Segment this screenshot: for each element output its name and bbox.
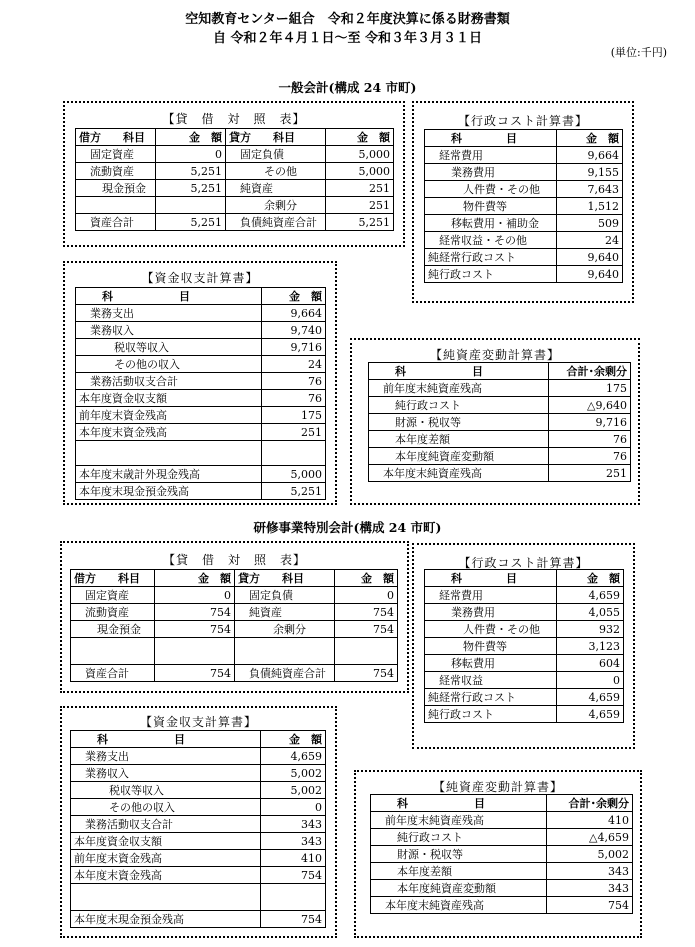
cell (155, 638, 235, 665)
cell: 本年度差額 (371, 863, 547, 880)
cell: 251 (262, 424, 326, 441)
cell: 流動資産 (76, 163, 156, 180)
table-row (425, 198, 623, 215)
cell: その他の収入 (71, 799, 261, 816)
cell: 9,640 (557, 249, 623, 266)
cell: 財源・税収等 (369, 414, 549, 431)
header-debit-item: 借方 科目 (76, 129, 156, 146)
cell: 本年度末歳計外現金残高 (76, 466, 262, 483)
cell: 0 (261, 799, 326, 816)
cell: 経常収益・その他 (425, 232, 557, 249)
cell: 固定資産 (71, 587, 155, 604)
cell: 343 (547, 863, 633, 880)
table-row (425, 604, 624, 621)
table-row (369, 448, 631, 465)
cell: 5,251 (156, 163, 226, 180)
table-row (71, 587, 398, 604)
table-row (425, 266, 623, 283)
net-assets-title: 【純資産変動計算書】 (429, 348, 560, 362)
cell: 754 (261, 867, 326, 884)
document-period: 自 令和２年４月１日～至 令和３年３月３１日 (212, 31, 483, 46)
table-row (76, 163, 394, 180)
table-row (71, 782, 326, 799)
cell: 932 (557, 621, 624, 638)
cell: 7,643 (557, 181, 623, 198)
cell: 経常費用 (425, 147, 557, 164)
cell: 754 (261, 911, 326, 928)
table-row (425, 672, 624, 689)
cell: 76 (262, 390, 326, 407)
cell: 移転費用 (425, 655, 557, 672)
table-row (425, 621, 624, 638)
balance-sheet-table (70, 569, 398, 682)
header-amount: 合計･余剰分 (547, 795, 633, 812)
cell: 410 (547, 812, 633, 829)
cell: 410 (261, 850, 326, 867)
table-row (371, 880, 633, 897)
cell: 754 (155, 621, 235, 638)
cell: 税収等収入 (71, 782, 261, 799)
table-row (71, 604, 398, 621)
cell: 本年度純資産変動額 (369, 448, 549, 465)
table-row (369, 380, 631, 397)
cell: 純行政コスト (371, 829, 547, 846)
cell: 9,740 (262, 322, 326, 339)
table-row (371, 863, 633, 880)
cost-statement-title: 【行政コスト計算書】 (457, 114, 588, 128)
cell: 業務支出 (76, 305, 262, 322)
cell: 余剰分 (235, 621, 335, 638)
table-row (371, 846, 633, 863)
balance-sheet-title: 【貸 借 対 照 表】 (162, 553, 306, 567)
table-row (371, 812, 633, 829)
cell: 本年度末現金預金残高 (76, 483, 262, 500)
table-row (71, 867, 326, 884)
cell: 343 (547, 880, 633, 897)
cell: 本年度末純資産残高 (371, 897, 547, 914)
cell: 5,251 (262, 483, 326, 500)
cell: 純行政コスト (369, 397, 549, 414)
cashflow-title: 【資金収支計算書】 (141, 271, 259, 285)
cell: 251 (549, 465, 631, 482)
cell: 前年度末純資産残高 (371, 812, 547, 829)
cell: 本年度末現金預金残高 (71, 911, 261, 928)
header-item: 科 目 (425, 130, 557, 147)
cell: 純経常行政コスト (425, 249, 557, 266)
cell: 5,000 (262, 466, 326, 483)
table-row (71, 850, 326, 867)
cell: 資産合計 (76, 214, 156, 231)
table-row (76, 197, 394, 214)
header-amount: 金 額 (557, 130, 623, 147)
table-row (76, 373, 326, 390)
cell: 経常費用 (425, 587, 557, 604)
table-row (76, 146, 394, 163)
table-row (76, 390, 326, 407)
cell: 0 (557, 672, 624, 689)
header-item: 科 目 (371, 795, 547, 812)
cell: 1,512 (557, 198, 623, 215)
cell: 前年度末資金残高 (76, 407, 262, 424)
cell: 76 (262, 373, 326, 390)
cell: 343 (261, 833, 326, 850)
cell: 本年度資金収支額 (71, 833, 261, 850)
cell: 現金預金 (71, 621, 155, 638)
balance-sheet-table (75, 128, 394, 231)
table-header (71, 570, 398, 587)
cell: 5,000 (326, 146, 394, 163)
cell: 4,055 (557, 604, 624, 621)
table-row (71, 765, 326, 782)
cell: 前年度末資金残高 (71, 850, 261, 867)
table-header (371, 795, 633, 812)
cell: 24 (557, 232, 623, 249)
table-row (369, 397, 631, 414)
cell: 本年度差額 (369, 431, 549, 448)
cell: 604 (557, 655, 624, 672)
balance-sheet-title: 【貸 借 対 照 表】 (162, 112, 306, 126)
cell: 4,659 (557, 706, 624, 723)
cell: 9,640 (557, 266, 623, 283)
cell: 5,251 (156, 180, 226, 197)
cell: 4,659 (557, 689, 624, 706)
table-row (425, 655, 624, 672)
cell (262, 441, 326, 466)
cell (71, 638, 155, 665)
header-amount: 金 額 (156, 129, 226, 146)
cell: その他 (226, 163, 326, 180)
table-header (425, 130, 623, 147)
table-row (71, 884, 326, 911)
cell: 9,664 (262, 305, 326, 322)
header-amount: 合計･余剰分 (549, 363, 631, 380)
cell: △4,659 (547, 829, 633, 846)
section-title-general: 一般会計(構成 24 市町) (278, 80, 417, 95)
header-item: 科 目 (369, 363, 549, 380)
unit-label: (単位:千円) (610, 46, 667, 59)
cell: 純行政コスト (425, 266, 557, 283)
cell: 9,716 (262, 339, 326, 356)
cell: 本年度末純資産残高 (369, 465, 549, 482)
table-header (71, 731, 326, 748)
table-row (425, 249, 623, 266)
table-row (76, 466, 326, 483)
table-row (371, 897, 633, 914)
table-row (425, 706, 624, 723)
cell: 現金預金 (76, 180, 156, 197)
table-row (425, 164, 623, 181)
header-credit-item: 貸方 科目 (235, 570, 335, 587)
cell: 0 (335, 587, 398, 604)
table-header (369, 363, 631, 380)
cell: 純資産 (226, 180, 326, 197)
table-row (76, 322, 326, 339)
cell: 76 (549, 448, 631, 465)
table-row (76, 305, 326, 322)
cell: 移転費用・補助金 (425, 215, 557, 232)
cell: 251 (326, 180, 394, 197)
cell: 固定負債 (226, 146, 326, 163)
cell: 経常収益 (425, 672, 557, 689)
cost-statement-table (424, 569, 624, 723)
cell: 負債純資産合計 (226, 214, 326, 231)
cell: 509 (557, 215, 623, 232)
cell: 5,251 (326, 214, 394, 231)
document-title: 空知教育センター組合 令和２年度決算に係る財務書類 (185, 12, 510, 27)
cell: 物件費等 (425, 638, 557, 655)
table-row (76, 180, 394, 197)
table-row (71, 665, 398, 682)
cell: その他の収入 (76, 356, 262, 373)
cell: 5,002 (261, 765, 326, 782)
cell: 人件費・その他 (425, 621, 557, 638)
cell: 流動資産 (71, 604, 155, 621)
table-row (425, 638, 624, 655)
cell: 5,002 (261, 782, 326, 799)
cell: 純経常行政コスト (425, 689, 557, 706)
cell: 固定負債 (235, 587, 335, 604)
cashflow-table (70, 730, 326, 928)
cell: 業務費用 (425, 604, 557, 621)
table-row (425, 215, 623, 232)
cell: 754 (335, 621, 398, 638)
cashflow-table (75, 287, 326, 500)
cell: 業務活動収支合計 (71, 816, 261, 833)
table-row (71, 799, 326, 816)
header-debit-item: 借方 科目 (71, 570, 155, 587)
table-row (71, 816, 326, 833)
table-row (371, 829, 633, 846)
table-row (76, 214, 394, 231)
cell: 税収等収入 (76, 339, 262, 356)
cell: 負債純資産合計 (235, 665, 335, 682)
cell: 財源・税収等 (371, 846, 547, 863)
cell: 業務費用 (425, 164, 557, 181)
header-amount: 金 額 (262, 288, 326, 305)
cell: 本年度資金収支額 (76, 390, 262, 407)
cell: 業務支出 (71, 748, 261, 765)
cell: 175 (262, 407, 326, 424)
cell: 343 (261, 816, 326, 833)
cell: △9,640 (549, 397, 631, 414)
header-item: 科 目 (71, 731, 261, 748)
table-row (76, 339, 326, 356)
table-header (425, 570, 624, 587)
cell: 9,716 (549, 414, 631, 431)
cell: 前年度末純資産残高 (369, 380, 549, 397)
cell: 余剰分 (226, 197, 326, 214)
table-row (76, 356, 326, 373)
cell: 251 (326, 197, 394, 214)
cashflow-title: 【資金収支計算書】 (139, 715, 257, 729)
cell: 純資産 (235, 604, 335, 621)
table-row (425, 689, 624, 706)
cell: 4,659 (557, 587, 624, 604)
cell (156, 197, 226, 214)
header-item: 科 目 (425, 570, 557, 587)
cell: 業務活動収支合計 (76, 373, 262, 390)
cell: 754 (155, 604, 235, 621)
table-row (369, 414, 631, 431)
table-row (71, 638, 398, 665)
cell: 固定資産 (76, 146, 156, 163)
cell (71, 884, 261, 911)
net-assets-title: 【純資産変動計算書】 (432, 780, 563, 794)
cell: 業務収入 (71, 765, 261, 782)
cell (335, 638, 398, 665)
table-row (369, 465, 631, 482)
table-row (71, 748, 326, 765)
table-row (425, 181, 623, 198)
header-amount: 金 額 (326, 129, 394, 146)
cell: 5,002 (547, 846, 633, 863)
cell: 5,251 (156, 214, 226, 231)
table-row (71, 911, 326, 928)
cell: 業務収入 (76, 322, 262, 339)
cell: 物件費等 (425, 198, 557, 215)
cell: 0 (156, 146, 226, 163)
cell: 9,664 (557, 147, 623, 164)
table-header (76, 129, 394, 146)
table-row (425, 587, 624, 604)
cell (261, 884, 326, 911)
cell: 3,123 (557, 638, 624, 655)
table-row (71, 833, 326, 850)
net-assets-table (370, 794, 633, 914)
cell (235, 638, 335, 665)
cell: 9,155 (557, 164, 623, 181)
header-item: 科 目 (76, 288, 262, 305)
cell: 4,659 (261, 748, 326, 765)
header-amount: 金 額 (335, 570, 398, 587)
net-assets-table (368, 362, 631, 482)
table-header (76, 288, 326, 305)
cell: 76 (549, 431, 631, 448)
cell: 175 (549, 380, 631, 397)
cell: 754 (155, 665, 235, 682)
header-amount: 金 額 (261, 731, 326, 748)
cell: 754 (547, 897, 633, 914)
header-credit-item: 貸方 科目 (226, 129, 326, 146)
cell: 人件費・その他 (425, 181, 557, 198)
cell (76, 197, 156, 214)
cell: 資産合計 (71, 665, 155, 682)
table-row (76, 441, 326, 466)
table-row (76, 424, 326, 441)
cell: 754 (335, 665, 398, 682)
cell: 本年度純資産変動額 (371, 880, 547, 897)
table-row (369, 431, 631, 448)
cost-statement-title: 【行政コスト計算書】 (458, 556, 589, 570)
cell: 純行政コスト (425, 706, 557, 723)
cell: 5,000 (326, 163, 394, 180)
table-row (76, 407, 326, 424)
table-row (76, 483, 326, 500)
cell: 本年度末資金残高 (76, 424, 262, 441)
header-amount: 金 額 (155, 570, 235, 587)
cost-statement-table (424, 129, 623, 283)
table-row (71, 621, 398, 638)
section-title-training: 研修事業特別会計(構成 24 市町) (253, 520, 442, 535)
cell: 本年度末資金残高 (71, 867, 261, 884)
cell: 0 (155, 587, 235, 604)
header-amount: 金 額 (557, 570, 624, 587)
cell (76, 441, 262, 466)
table-row (425, 147, 623, 164)
cell: 754 (335, 604, 398, 621)
table-row (425, 232, 623, 249)
cell: 24 (262, 356, 326, 373)
